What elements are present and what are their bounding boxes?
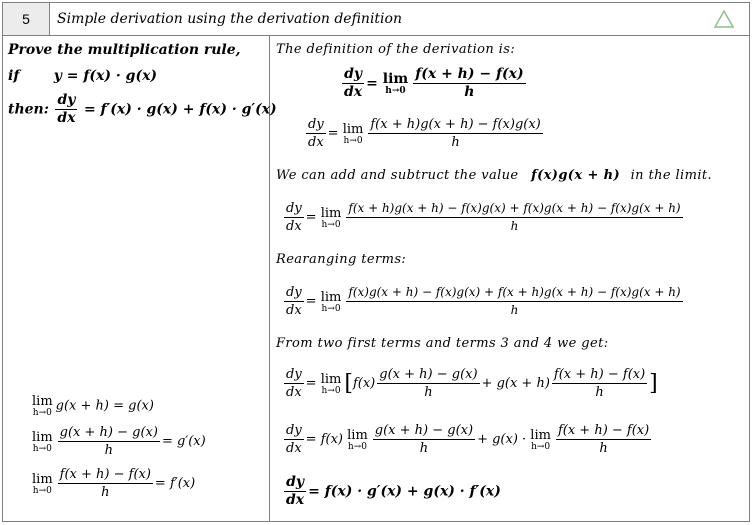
eq-grouped: $\frac{dy}{dx}$ = lim h→0 [f(x) $\frac{g(x + h) - g(x)}{h}$ + g(x + h) $\frac{f(x + h) - f(x)}{h}$ ] [286,367,658,400]
eq-result: $\frac{dy}{dx}$ = f(x) · g′(x) + g(x) · f′(x) [286,474,501,508]
limit-f-prime: lim h→0 $\frac{f(x + h) - f(x)}{h}$ = f′(x) [32,467,196,500]
then-word: then: [8,101,49,118]
definition-text: The definition of the derivation is: [276,42,516,57]
triangle-icon[interactable] [713,9,735,29]
limit-g-prime: lim h→0 $\frac{g(x + h) - g(x)}{h}$ = g′(x) [32,425,206,458]
then-rhs: = f′(x) · g(x) + f(x) · g′(x) [83,101,277,118]
eq-split-limits: $\frac{dy}{dx}$ = f(x) lim h→0 $\frac{g(x + h) - g(x)}{h}$ + g(x) · lim h→0 $\frac{f(x + h) - f(x)}{h}$ [286,423,650,456]
eq-added-terms: $\frac{dy}{dx}$ = lim h→0 $\frac{f(x + h)g(x + h) - f(x)g(x) + f(x)g(x + h) - f(x)g(x + h)}{h}$ [286,201,681,234]
eq-rearranged: $\frac{dy}{dx}$ = lim h→0 $\frac{f(x)g(x + h) - f(x)g(x) + f(x + h)g(x + h) - f(x)g(x + h)}{h}$ [286,285,681,318]
grouping-text: From two first terms and terms 3 and 4 we get: [276,336,609,351]
card-title: Simple derivation using the derivation definition [57,11,402,27]
add-subtract-text: We can add and subtruct the value f(x)g(x + h) in the limit. [276,168,713,183]
item-number: 5 [3,3,50,35]
eq-definition: $\frac{dy}{dx}$ = lim h→0 $\frac{f(x + h) - f(x)}{h}$ [344,66,524,100]
limit-g: lim h→0 g(x + h) = g(x) [32,394,154,418]
rearranging-text: Rearanging terms: [276,252,407,267]
if-word: if [8,68,20,84]
card-header [3,3,749,36]
if-line [8,68,157,84]
then-line [8,92,277,127]
eq-product-definition: $\frac{dy}{dx}$ = lim h→0 $\frac{f(x + h)g(x + h) - f(x)g(x)}{h}$ [308,117,541,150]
then-derivative: $\frac{dy}{dx}$ [57,92,76,126]
prove-text: Prove the multiplication rule, [8,42,241,58]
if-formula: y = f(x) · g(x) [53,68,158,84]
